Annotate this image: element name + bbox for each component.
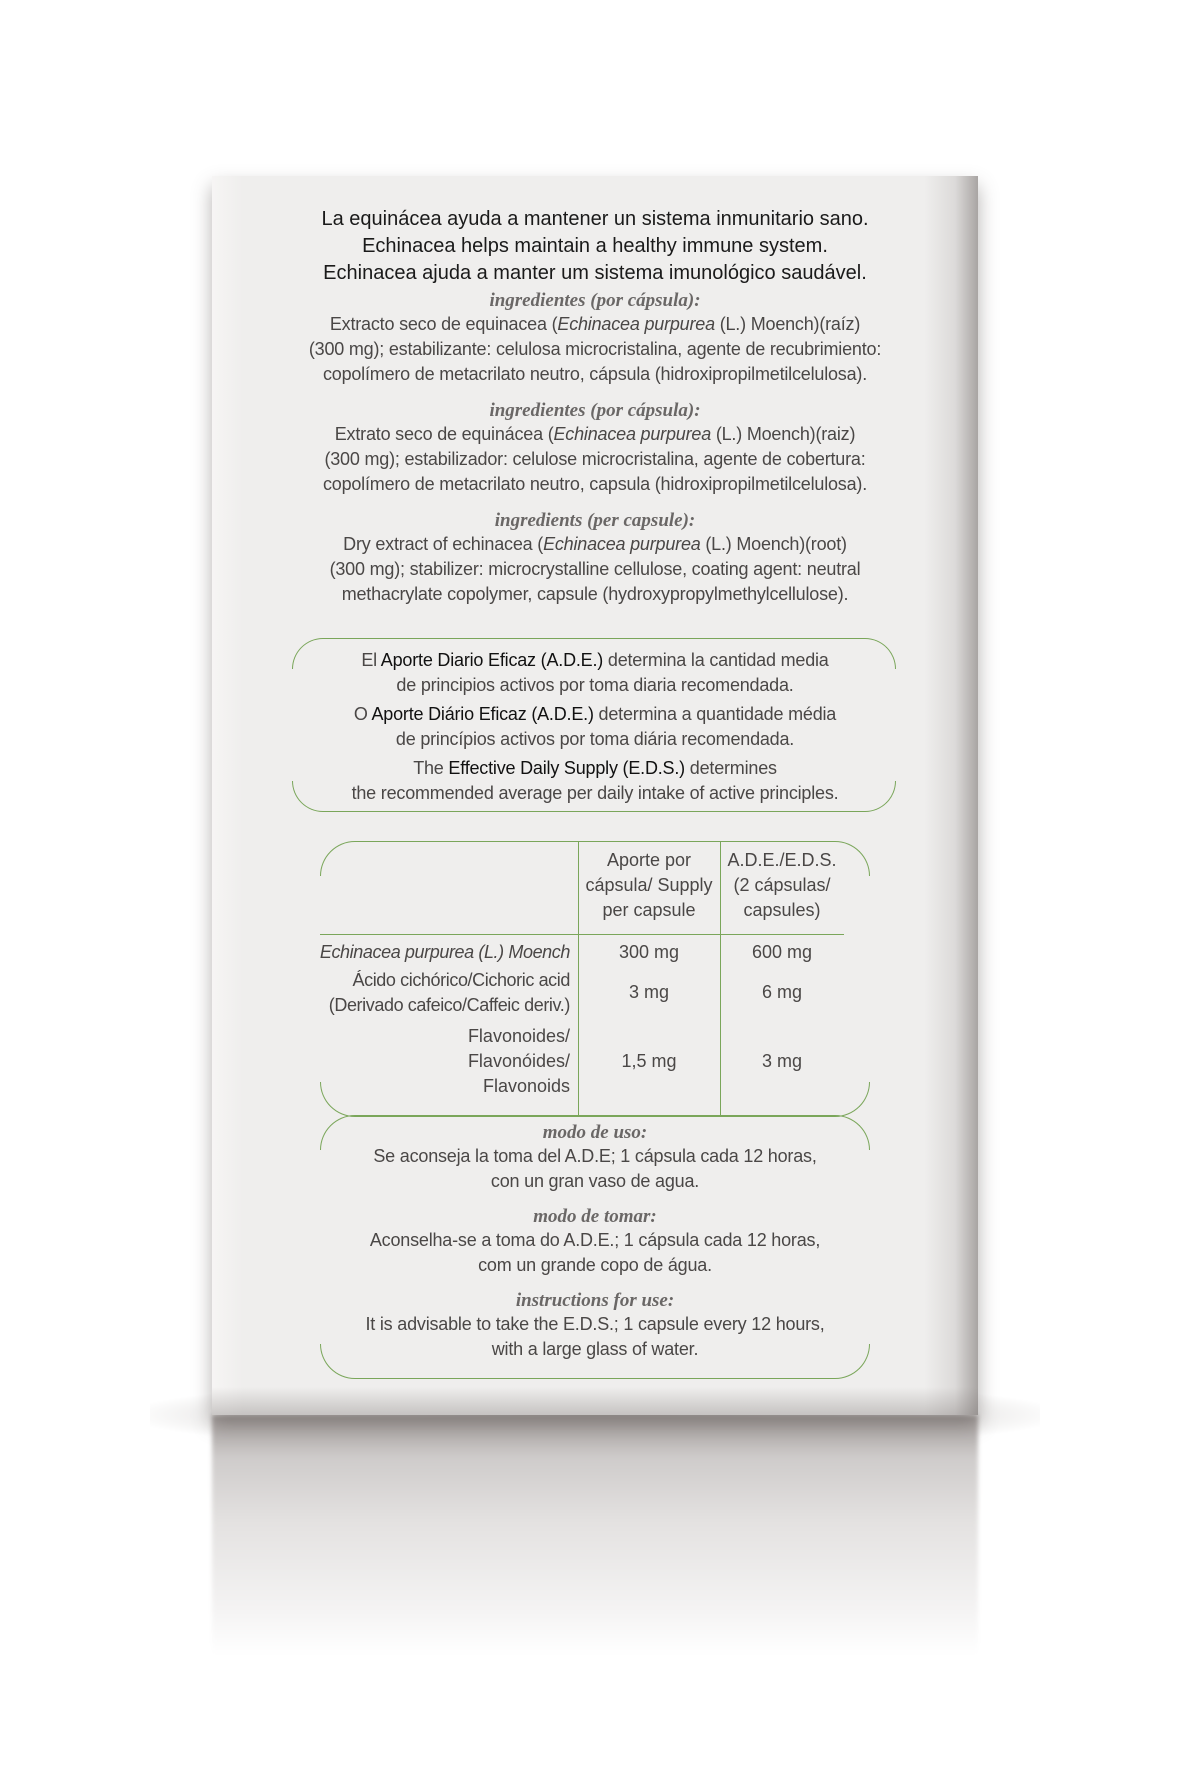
table-row-label: Flavonoides/ Flavonóides/ Flavonoids: [467, 1026, 570, 1096]
usage-text: Se aconseja la toma del A.D.E; 1 cápsula cada 12 horas, con un gran vaso de agua.: [373, 1146, 817, 1191]
usage-heading: instructions for use:: [515, 1290, 675, 1311]
ingredients-text: Extracto seco de equinacea (Echinacea purpurea (L.) Moench)(raíz) (300 mg); estabilizante: celulosa microcristalina, agente de recubrimiento: copolímero de metacrilato neutro, cápsula (hidroxipropilmetilcelulosa).: [308, 314, 882, 384]
usage-heading: modo de tomar:: [533, 1206, 657, 1227]
table-cell-daily: 6 mg: [761, 982, 803, 1002]
table-row-label: Ácido cichórico/Cichoric acid (Derivado cafeico/Caffeic deriv.): [328, 970, 570, 1015]
claim-es: La equinácea ayuda a mantener un sistema inmunitario sano.: [321, 208, 869, 230]
table-cell-daily: 600 mg: [751, 942, 813, 962]
usage-es: [212, 1122, 978, 1194]
usage-text: It is advisable to take the E.D.S.; 1 capsule every 12 hours, with a large glass of water.: [365, 1314, 825, 1359]
usage-en: [212, 1290, 978, 1362]
usage-pt: [212, 1206, 978, 1278]
table-row-label: Echinacea purpurea (L.) Moench: [319, 942, 570, 962]
product-box-back-panel: [212, 176, 978, 1415]
claim-pt: Echinacea ajuda a manter um sistema imunológico saudável.: [323, 262, 867, 284]
eds-en: The Effective Daily Supply (E.D.S.) determines the recommended average per daily intake of active principles.: [351, 758, 839, 803]
header-daily-supply: A.D.E./E.D.S. (2 cápsulas/ capsules): [727, 850, 837, 920]
usage-heading: modo de uso:: [542, 1122, 648, 1143]
table-cell-per-capsule: 1,5 mg: [621, 1051, 677, 1071]
header-per-capsule: Aporte por cápsula/ Supply per capsule: [585, 850, 713, 920]
table-cell-daily: 3 mg: [761, 1051, 803, 1071]
table-header-divider: [320, 934, 844, 935]
ingredients-heading: ingredientes (por cápsula):: [489, 400, 701, 421]
ade-es: El Aporte Diario Eficaz (A.D.E.) determina la cantidad media de principios activos por toma diaria recomendada.: [361, 650, 829, 695]
box-reflection: [212, 1415, 978, 1655]
usage-text: Aconselha-se a toma do A.D.E.; 1 cápsula cada 12 horas, com un grande copo de água.: [369, 1230, 821, 1275]
ingredients-heading: ingredients (per capsule):: [494, 510, 696, 531]
table-cell-per-capsule: 300 mg: [618, 942, 680, 962]
claim-en: Echinacea helps maintain a healthy immune system.: [362, 235, 828, 257]
ingredients-heading: ingredientes (por cápsula):: [489, 290, 701, 311]
ingredients-text: Dry extract of echinacea (Echinacea purpurea (L.) Moench)(root) (300 mg); stabilizer: microcrystalline cellulose, coating agent: neutral methacrylate copolymer, capsule (hydroxypropylmethylcellulose).: [329, 534, 861, 604]
ingredients-text: Extrato seco de equinácea (Echinacea purpurea (L.) Moench)(raiz) (300 mg); estabilizador: celulose microcristalina, agente de cobertura: copolímero de metacrilato neutro, capsula (hidroxipropilmetilcelulosa).: [322, 424, 868, 494]
ade-pt: O Aporte Diário Eficaz (A.D.E.) determina a quantidade média de princípios activos por toma diária recomendada.: [353, 704, 837, 749]
table-cell-per-capsule: 3 mg: [628, 982, 670, 1002]
